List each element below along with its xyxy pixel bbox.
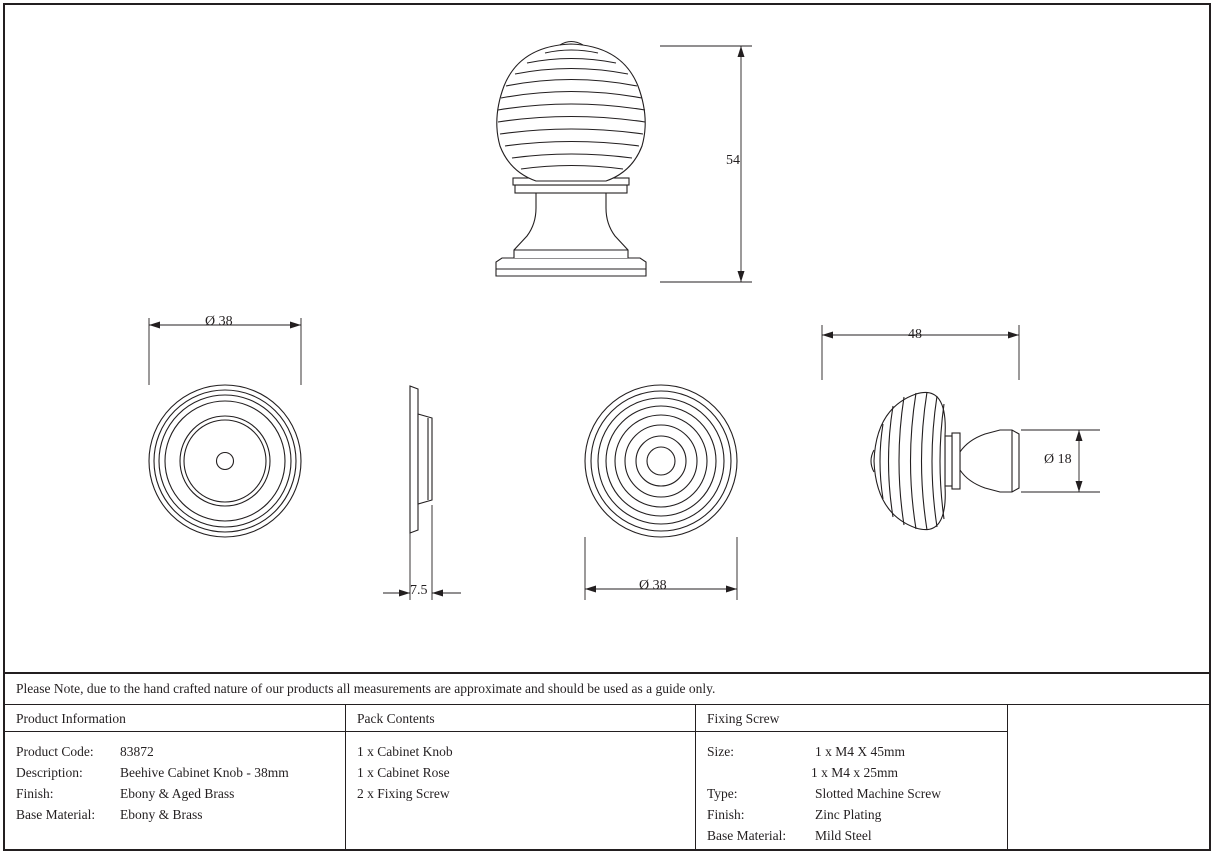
product-code-value: 83872: [120, 744, 154, 759]
table-row: [16, 783, 345, 804]
screw-size-value-secondary: 1 x M4 x 25mm: [811, 765, 899, 780]
screw-type-value: Slotted Machine Screw: [815, 786, 941, 801]
note-row: [5, 672, 1209, 705]
product-information-column: [5, 705, 346, 849]
finish-label: Finish:: [16, 786, 54, 801]
base-material-label: Base Material:: [16, 807, 96, 822]
table-row: [707, 741, 1007, 762]
dimension-label-knob-diameter: Ø 38: [639, 578, 667, 593]
screw-base-material-label: Base Material:: [707, 828, 787, 843]
table-row: [16, 804, 345, 825]
product-information-header: Product Information: [5, 705, 345, 732]
pack-contents-body: [346, 732, 695, 804]
dimension-label-height-54: 54: [726, 153, 740, 168]
knob-horizontal-view: [871, 392, 1019, 530]
list-item: 2 x Fixing Screw: [357, 786, 450, 801]
list-item: 1 x Cabinet Rose: [357, 765, 450, 780]
screw-finish-label: Finish:: [707, 807, 745, 822]
rose-side-profile: [410, 386, 432, 533]
base-material-value: Ebony & Brass: [120, 807, 203, 822]
dimension-label-spindle-diameter: Ø 18: [1044, 452, 1072, 467]
table-row: [707, 804, 1007, 825]
dimension-label-rose-diameter: Ø 38: [205, 314, 233, 329]
list-item: 1 x Cabinet Knob: [357, 744, 453, 759]
screw-type-label: Type:: [707, 786, 738, 801]
dimension-label-length-48: 48: [908, 327, 922, 342]
description-value: Beehive Cabinet Knob - 38mm: [120, 765, 289, 780]
screw-size-label: Size:: [707, 744, 734, 759]
knob-side-elevation: [496, 42, 646, 277]
screw-base-material-value: Mild Steel: [815, 828, 872, 843]
product-information-body: [5, 732, 345, 825]
product-code-label: Product Code:: [16, 744, 94, 759]
description-label: Description:: [16, 765, 83, 780]
rose-face-view: [149, 385, 301, 537]
fixing-screw-body: [696, 732, 1007, 846]
screw-finish-value: Zinc Plating: [815, 807, 882, 822]
screw-size-value: 1 x M4 X 45mm: [815, 744, 906, 759]
pack-contents-header: Pack Contents: [346, 705, 695, 732]
table-row: [707, 783, 1007, 804]
finish-value: Ebony & Aged Brass: [120, 786, 235, 801]
table-row: [16, 762, 345, 783]
note-text: Please Note, due to the hand crafted nature of our products all measurements are approximate and should be used as a guide only.: [16, 681, 716, 696]
dimension-label-thickness: 7.5: [410, 583, 428, 598]
logo-column: [1008, 705, 1209, 849]
fixing-screw-header: Fixing Screw: [696, 705, 1007, 732]
table-row: [707, 825, 1007, 846]
information-table: [5, 705, 1209, 849]
pack-contents-column: [346, 705, 696, 849]
table-row: [16, 741, 345, 762]
knob-face-view: [585, 385, 737, 537]
fixing-screw-column: [696, 705, 1008, 849]
